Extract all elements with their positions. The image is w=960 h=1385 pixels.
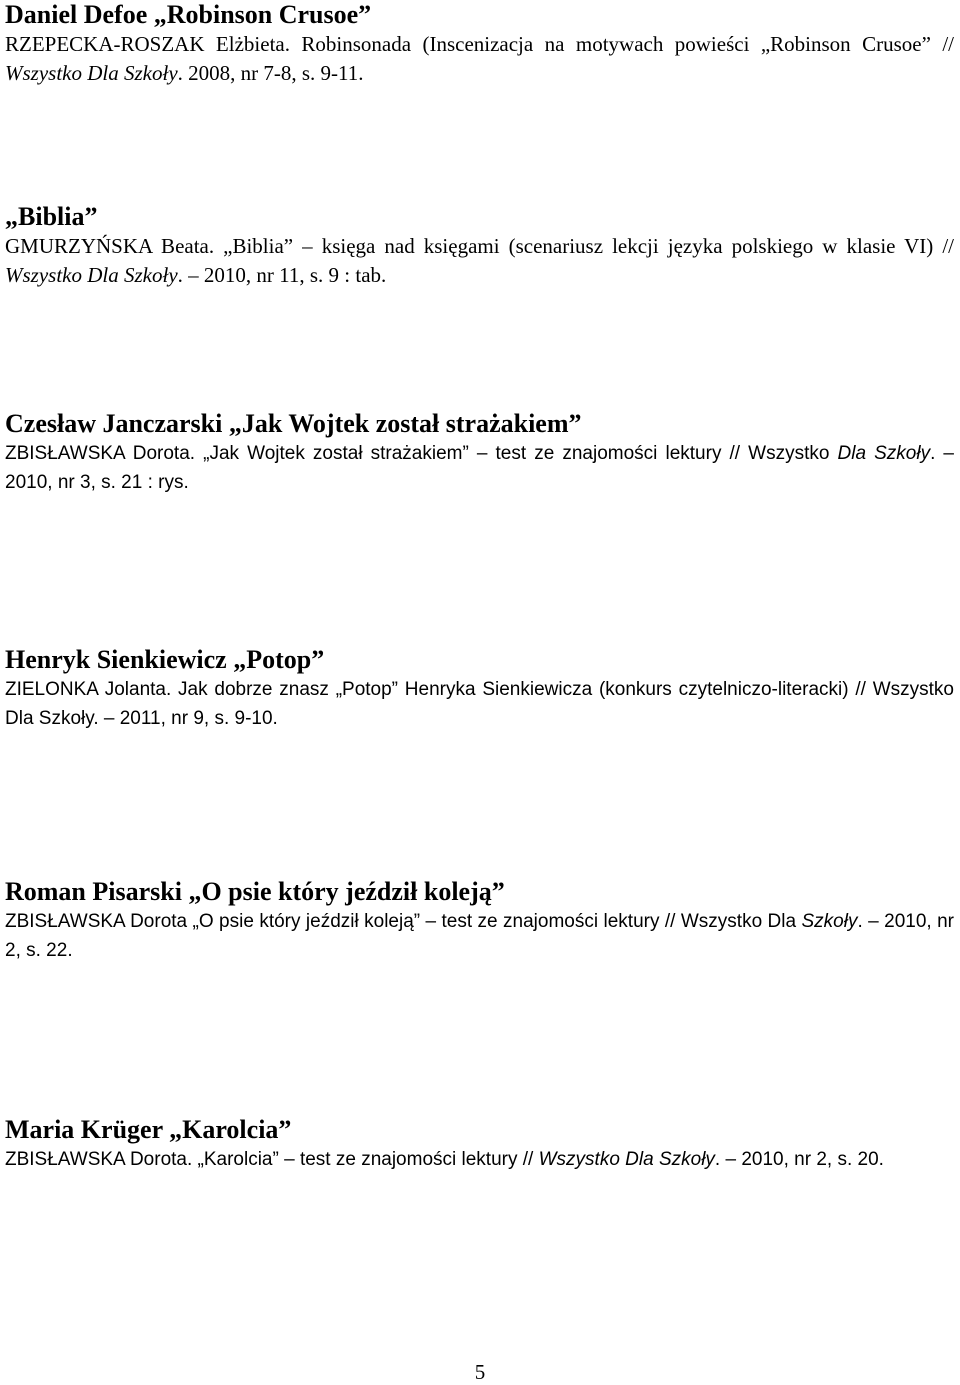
bibliography-entry <box>5 439 954 497</box>
entry-text: ZBISŁAWSKA Dorota. „Jak Wojtek został strażakiem” – test ze znajomości lektury // Wszystko <box>5 443 838 464</box>
bibliography-entry: ZIELONKA Jolanta. Jak dobrze znasz „Potop” Henryka Sienkiewicza (konkurs czytelniczo-literacki) // Wszystko Dla Szkoły. – 2011, nr 9, s. 9-10. <box>5 679 954 729</box>
section-biblia <box>5 202 954 290</box>
page-number: 5 <box>474 1360 486 1384</box>
section-kruger <box>5 1115 954 1174</box>
entry-text: ZBISŁAWSKA Dorota. „Karolcia” – test ze znajomości lektury // <box>5 1149 539 1170</box>
section-pisarski <box>5 877 954 965</box>
section-heading: „Biblia” <box>5 202 98 231</box>
bibliography-entry <box>5 907 954 965</box>
section-heading: Czesław Janczarski „Jak Wojtek został strażakiem” <box>5 409 582 438</box>
bibliography-entry <box>5 30 954 88</box>
section-defoe <box>5 0 954 88</box>
entry-details: . – 2010, nr 11, s. 9 : tab. <box>177 263 387 287</box>
section-heading: Henryk Sienkiewicz „Potop” <box>5 645 325 674</box>
bibliography-entry <box>5 1145 954 1174</box>
entry-details: . – 2010, nr 2, s. 20. <box>714 1149 884 1170</box>
entry-details: . 2008, nr 7-8, s. 9-11. <box>177 61 364 85</box>
entry-details: . – 2010, nr 3, s. 21 : rys. <box>5 443 955 493</box>
section-heading: Roman Pisarski „O psie który jeździł koleją” <box>5 877 505 906</box>
entry-details: . – 2010, nr 2, s. 22. <box>5 911 954 961</box>
entry-text: ZBISŁAWSKA Dorota „O psie który jeździł koleją” – test ze znajomości lektury // Wszystko Dla <box>5 911 802 932</box>
journal-title: Szkoły <box>801 911 858 932</box>
journal-title: Wszystko Dla Szkoły <box>5 263 178 287</box>
journal-title: Dla Szkoły <box>837 443 931 464</box>
section-heading: Maria Krüger „Karolcia” <box>5 1115 292 1144</box>
section-heading: Daniel Defoe „Robinson Crusoe” <box>5 0 372 29</box>
section-sienkiewicz <box>5 645 954 733</box>
entry-text: GMURZYŃSKA Beata. „Biblia” – księga nad księgami (scenariusz lekcji języka polskiego w klasie VI) // <box>5 234 954 258</box>
entry-text: RZEPECKA-ROSZAK Elżbieta. Robinsonada (Inscenizacja na motywach powieści „Robinson Crusoe” // <box>5 32 954 56</box>
journal-title: Wszystko Dla Szkoły <box>5 61 178 85</box>
section-janczarski <box>5 409 954 497</box>
journal-title: Wszystko Dla Szkoły <box>538 1149 715 1170</box>
bibliography-entry <box>5 232 954 290</box>
